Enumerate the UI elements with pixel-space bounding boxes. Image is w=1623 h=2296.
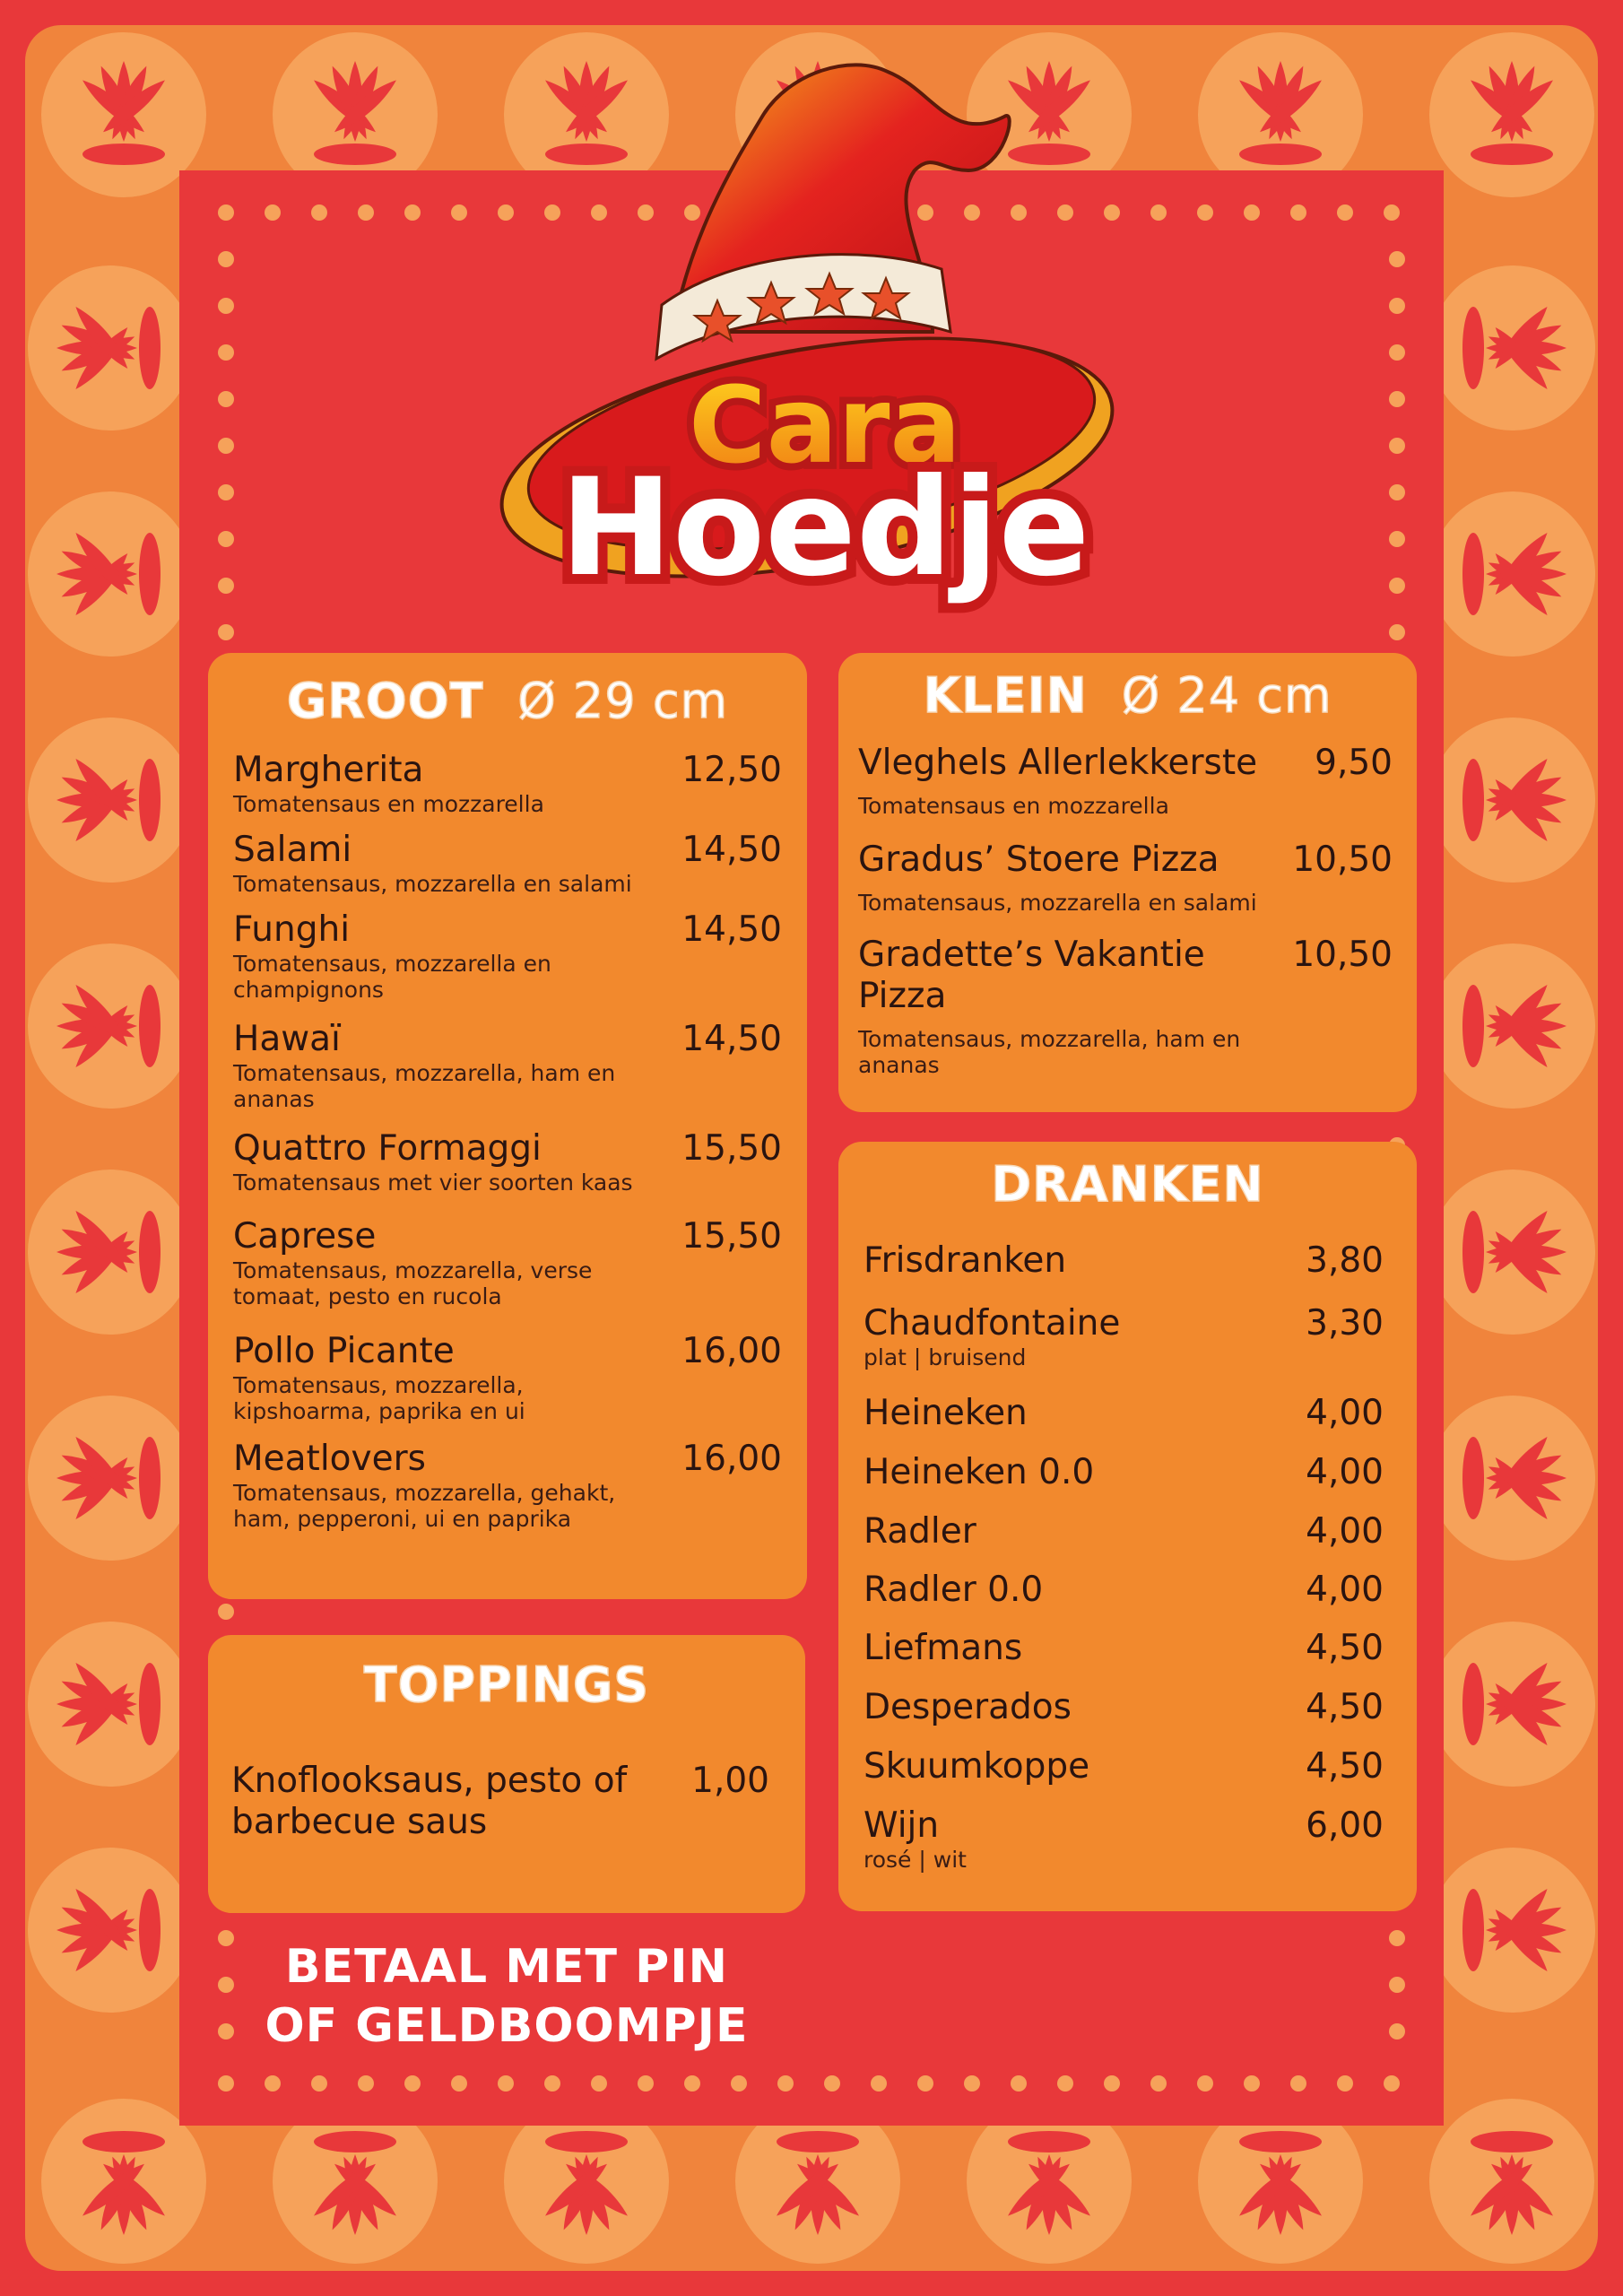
- item-name: Meatlovers: [233, 1439, 426, 1479]
- item-price: 14,50: [681, 909, 782, 950]
- item-price: 10,50: [1292, 935, 1393, 975]
- groot-menu-item: [233, 1216, 782, 1309]
- dranken-menu-item: [864, 1746, 1384, 1787]
- payment-note-line2: OF GELDBOOMPJE: [265, 1999, 749, 2053]
- item-name: Radler 0.0: [864, 1570, 1044, 1610]
- item-price: 16,00: [681, 1439, 782, 1479]
- item-name: Skuumkoppe: [864, 1746, 1090, 1787]
- item-name: Heineken: [864, 1393, 1028, 1433]
- item-description: plat | bruisend: [864, 1344, 1027, 1370]
- toppings-title: TOPPINGS: [363, 1657, 650, 1713]
- flower-ornament-icon: [28, 944, 193, 1109]
- flower-ornament-icon: [1430, 1848, 1595, 2013]
- flower-ornament-icon: [28, 1848, 193, 2013]
- item-name: Frisdranken: [864, 1240, 1067, 1281]
- item-price: 4,00: [1306, 1452, 1384, 1492]
- item-name: Margherita: [233, 750, 424, 790]
- item-price: 14,50: [681, 1019, 782, 1059]
- item-price: 6,00: [1306, 1805, 1384, 1846]
- item-name: Radler: [864, 1511, 976, 1552]
- item-price: 9,50: [1315, 743, 1393, 783]
- flower-ornament-icon: [28, 1170, 193, 1335]
- flower-ornament-icon: [1430, 491, 1595, 657]
- item-price: 14,50: [681, 830, 782, 870]
- toppings-panel: [208, 1635, 805, 1913]
- groot-panel: [208, 653, 807, 1599]
- dranken-menu-item: [864, 1452, 1384, 1493]
- dranken-menu-item: [864, 1570, 1384, 1611]
- flower-ornament-icon: [28, 1622, 193, 1787]
- flower-ornament-icon: [28, 265, 193, 430]
- dranken-menu-item: [864, 1628, 1384, 1669]
- item-name: Vleghels Allerlekkerste: [858, 743, 1258, 783]
- item-price: 3,80: [1306, 1240, 1384, 1281]
- item-price: 4,50: [1306, 1687, 1384, 1727]
- item-price: 3,30: [1306, 1303, 1384, 1344]
- item-name: Desperados: [864, 1687, 1072, 1727]
- flower-ornament-icon: [1430, 1396, 1595, 1561]
- klein-title: [838, 667, 1417, 724]
- item-name: Gradette’s Vakantie Pizza: [858, 935, 1205, 1016]
- klein-menu-item: [858, 839, 1393, 916]
- item-name: Pollo Picante: [233, 1331, 455, 1371]
- klein-panel: [838, 653, 1417, 1112]
- logo-text-cara: Cara: [688, 363, 962, 487]
- groot-title: [208, 673, 807, 729]
- item-price: 15,50: [681, 1128, 782, 1169]
- dranken-menu-item: [864, 1687, 1384, 1728]
- item-price: 4,00: [1306, 1570, 1384, 1610]
- groot-menu-item: [233, 750, 782, 817]
- item-name: Wijn: [864, 1805, 940, 1846]
- groot-size-text: Ø 29 cm: [517, 673, 729, 729]
- item-name: Hawaï: [233, 1019, 341, 1059]
- flower-ornament-icon: [28, 1396, 193, 1561]
- item-name: Heineken 0.0: [864, 1452, 1095, 1492]
- item-price: 4,50: [1306, 1628, 1384, 1668]
- item-price: 10,50: [1292, 839, 1393, 880]
- payment-note: [224, 1937, 789, 2056]
- item-description: Tomatensaus en mozzarella: [858, 793, 1169, 819]
- item-name: Funghi: [233, 909, 351, 950]
- item-price: 12,50: [681, 750, 782, 790]
- groot-menu-item: [233, 1331, 782, 1424]
- dranken-menu-item: [864, 1240, 1384, 1282]
- flower-ornament-icon: [1430, 944, 1595, 1109]
- item-price: 4,50: [1306, 1746, 1384, 1787]
- groot-menu-item: [233, 1128, 782, 1196]
- dranken-menu-item: [864, 1393, 1384, 1434]
- item-name: Salami: [233, 830, 352, 870]
- dranken-menu-item: [864, 1303, 1384, 1370]
- item-description: Tomatensaus, mozzarella, verse tomaat, pesto en rucola: [233, 1257, 593, 1309]
- logo-text-hoedje: Hoedje: [560, 450, 1090, 606]
- item-name: Quattro Formaggi: [233, 1128, 542, 1169]
- payment-note-line1: BETAAL MET PIN: [284, 1940, 729, 1994]
- groot-title-text: GROOT: [286, 673, 484, 729]
- flower-ornament-icon: [1430, 718, 1595, 883]
- klein-size-text: Ø 24 cm: [1121, 667, 1332, 724]
- item-name: Caprese: [233, 1216, 377, 1257]
- item-name: Liefmans: [864, 1628, 1023, 1668]
- dranken-menu-item: [864, 1511, 1384, 1552]
- item-description: Tomatensaus, mozzarella en champignons: [233, 951, 551, 1003]
- item-description: Tomatensaus, mozzarella en salami: [858, 890, 1257, 916]
- cara-hoedje-logo: [466, 36, 1148, 646]
- item-description: Tomatensaus, mozzarella, ham en ananas: [858, 1026, 1241, 1078]
- groot-menu-item: [233, 1019, 782, 1112]
- groot-menu-item: [233, 830, 782, 897]
- item-price: 15,50: [681, 1216, 782, 1257]
- klein-menu-item: [858, 743, 1393, 819]
- flower-ornament-icon: [1429, 2099, 1594, 2264]
- groot-menu-item: [233, 909, 782, 1003]
- item-price: 1,00: [691, 1761, 769, 1801]
- item-price: 4,00: [1306, 1511, 1384, 1552]
- item-price: 16,00: [681, 1331, 782, 1371]
- groot-menu-item: [233, 1439, 782, 1532]
- item-description: Tomatensaus met vier soorten kaas: [233, 1170, 633, 1196]
- item-description: Tomatensaus, mozzarella en salami: [233, 871, 632, 897]
- item-name: Chaudfontaine: [864, 1303, 1121, 1344]
- item-description: Tomatensaus, mozzarella, gehakt, ham, pepperoni, ui en paprika: [233, 1480, 616, 1532]
- item-description: rosé | wit: [864, 1847, 967, 1873]
- toppings-menu-item: [231, 1761, 769, 1843]
- item-description: Tomatensaus, mozzarella, kipshoarma, paprika en ui: [233, 1372, 525, 1424]
- dranken-title: DRANKEN: [991, 1156, 1264, 1213]
- flower-ornament-icon: [1430, 1622, 1595, 1787]
- dranken-menu-item: [864, 1805, 1384, 1873]
- flower-ornament-icon: [1429, 32, 1594, 197]
- klein-menu-item: [858, 935, 1393, 1078]
- item-name: Knoflooksaus, pesto of barbecue saus: [231, 1761, 628, 1842]
- dranken-panel: [838, 1142, 1417, 1911]
- flower-ornament-icon: [1430, 1170, 1595, 1335]
- item-description: Tomatensaus en mozzarella: [233, 791, 544, 817]
- klein-title-text: KLEIN: [923, 667, 1088, 724]
- item-price: 4,00: [1306, 1393, 1384, 1433]
- item-name: Gradus’ Stoere Pizza: [858, 839, 1219, 880]
- item-description: Tomatensaus, mozzarella, ham en ananas: [233, 1060, 616, 1112]
- flower-ornament-icon: [28, 718, 193, 883]
- flower-ornament-icon: [1430, 265, 1595, 430]
- flower-ornament-icon: [28, 491, 193, 657]
